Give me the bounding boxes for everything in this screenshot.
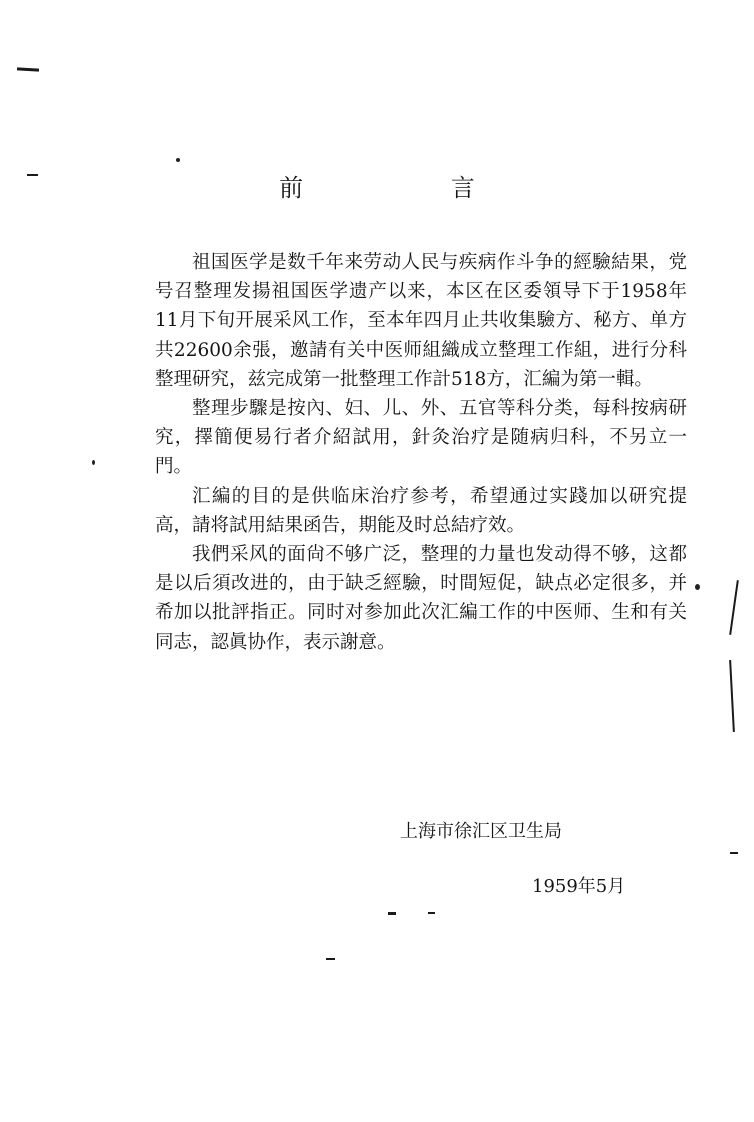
signature-date: 1959年5月	[532, 876, 626, 897]
scan-mark	[326, 958, 335, 960]
scan-mark	[695, 584, 700, 590]
paragraph-4: 我們采风的面尙不够广泛，整理的力量也发动得不够，这都是以后須改进的，由于缺乏經驗，时間短促，缺点必定很多，并希加以批評指正。同时对参加此次汇編工作的中医师、生和有关同志，認眞协作，表示謝意。	[155, 544, 687, 653]
paragraph-3: 汇編的目的是供临床治疗参考，希望通过实踐加以研究提高，請将試用結果函告，期能及时总結疗效。	[155, 485, 687, 536]
scan-mark	[428, 912, 435, 914]
scan-mark	[17, 67, 39, 71]
scan-mark	[388, 912, 396, 915]
paragraph-1: 祖国医学是数千年来劳动人民与疾病作斗争的經驗結果，党号召整理发揚祖国医学遗产以来，本区在区委領导下于1958年11月下旬开展采风工作，至本年四月止共收集驗方、秘方、单方共22600余張，邀請有关中医师組織成立整理工作組，进行分科整理研究，兹完成第一批整理工作計518方，汇編为第一輯。	[155, 252, 687, 390]
scan-mark	[729, 580, 739, 635]
scan-mark	[729, 660, 734, 732]
scan-mark	[92, 460, 95, 465]
preface-body	[155, 248, 687, 657]
paragraph-2: 整理步驟是按內、妇、儿、外、五官等科分类，每科按病研究，擇簡便易行者介紹試用，針灸治疗是随病归科，不另立一門。	[155, 398, 687, 478]
scan-mark	[730, 852, 738, 854]
scan-mark	[176, 158, 180, 162]
signature-organization: 上海市徐汇区卫生局	[400, 821, 562, 842]
scan-mark	[27, 174, 38, 176]
page-title: 前 言	[279, 174, 545, 202]
